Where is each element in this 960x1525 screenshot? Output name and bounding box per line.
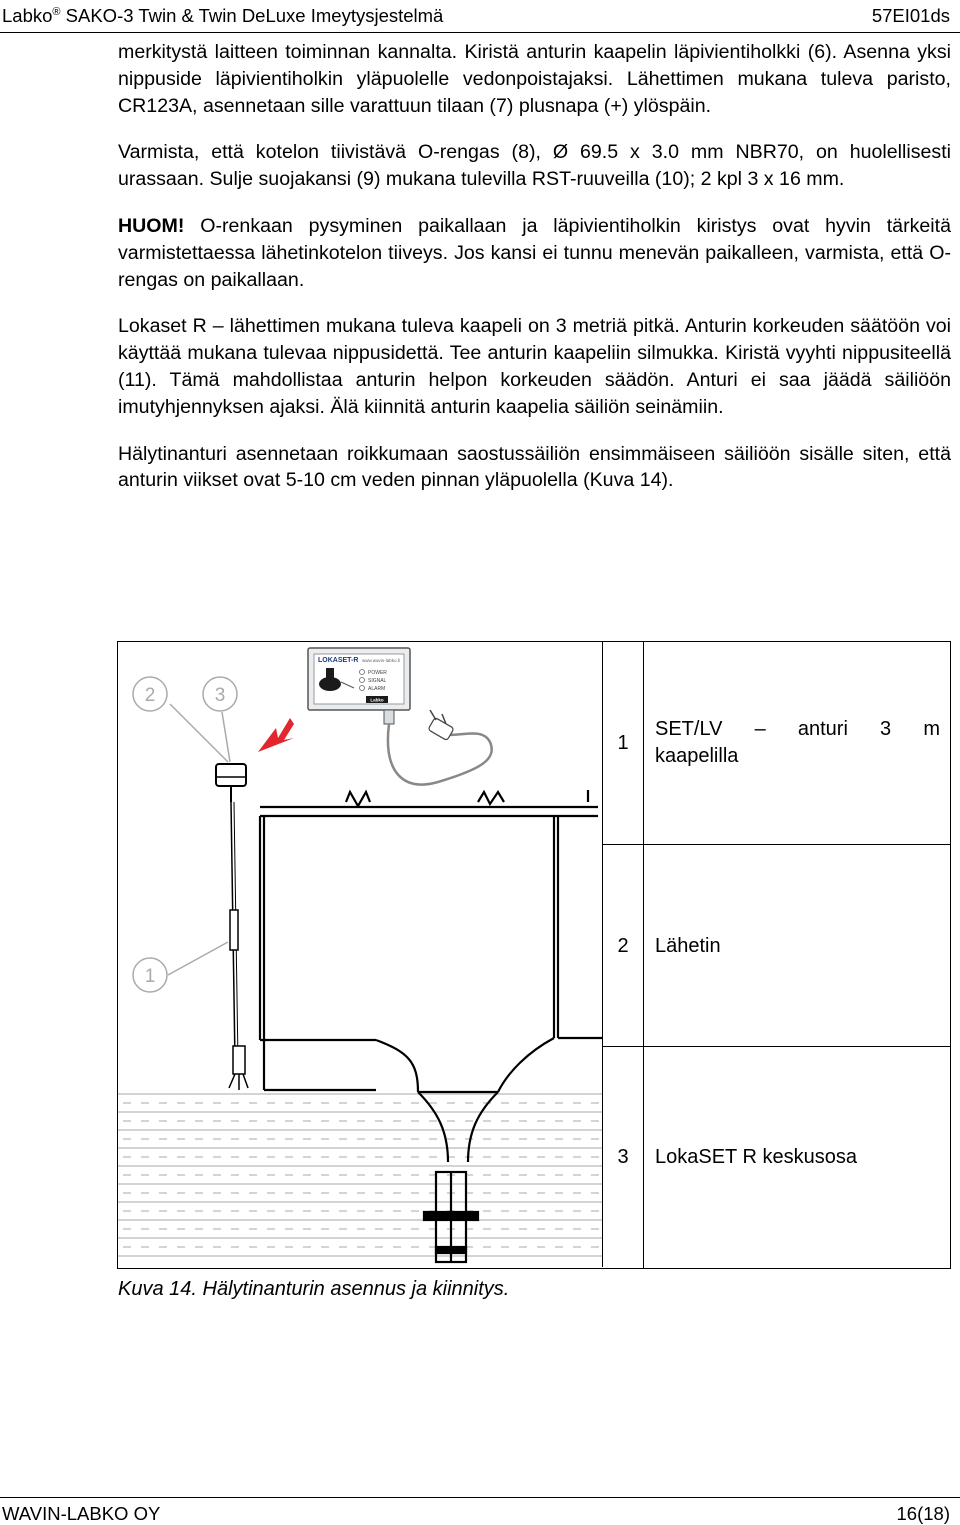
legend-table [602, 642, 950, 1267]
device-logo: Labko [370, 697, 384, 703]
note-text: O-renkaan pysyminen paikallaan ja läpivientiholkin kiristys ovat hyvin tärkeitä varmistettaessa lähetinkotelon tiiveys. Jos kansi ei tunnu menevän paikalleen, varmista, että O-rengas on paikallaan. [118, 214, 951, 291]
page-number: 16(18) [896, 1503, 950, 1524]
led-power-label: POWER [368, 670, 387, 676]
lokaset-r-device [308, 648, 492, 785]
header-title [2, 5, 443, 27]
callout-1-label: 1 [144, 966, 156, 987]
body-text [118, 39, 951, 514]
note-heading: HUOM! [118, 214, 185, 237]
paragraph-cable-gland: merkitystä laitteen toiminnan kannalta. Kiristä anturin kaapelin läpivientiholkki (6). Asenna yksi nippuside läpivientiholkin yläpuolelle vedonpoistajaksi. Lähettimen mukana tuleva paristo, CR123A, asennetaan sille varattuun tilaan (7) plusnapa (+) ylöspäin. [118, 41, 951, 117]
footer-rule [0, 1497, 960, 1498]
legend-text-line1: SET/LV – anturi 3 m [655, 718, 940, 740]
legend-number: 2 [603, 845, 644, 1047]
legend-text-line2: kaapelilla [655, 745, 739, 767]
legend-number: 3 [603, 1047, 644, 1268]
page-header [0, 0, 960, 34]
tank-outline [260, 790, 602, 1262]
legend-row [603, 1046, 950, 1268]
paragraph-note [118, 213, 951, 293]
device-web: www.wavin-labko.fi [362, 658, 401, 663]
document-title: SAKO-3 Twin & Twin DeLuxe Imeytysjestelmä [65, 5, 444, 26]
installation-diagram [118, 642, 602, 1267]
legend-row [603, 844, 950, 1047]
legend-text: Lähetin [655, 934, 721, 957]
power-plug-icon [428, 710, 454, 741]
legend-text [655, 642, 940, 844]
legend-number: 1 [603, 642, 644, 844]
callout-2-label: 2 [144, 685, 156, 706]
legend-row [603, 642, 950, 844]
device-name: LOKASET-R [318, 657, 359, 664]
callout-2 [133, 677, 167, 711]
registered-mark: ® [52, 5, 61, 18]
led-alarm-label: ALARM [368, 686, 386, 692]
sensor-assembly [216, 764, 248, 1090]
legend-text: LokaSET R keskusosa [655, 1146, 857, 1168]
paragraph-sensor-install: Hälytinanturi asennetaan roikkumaan saostussäiliön ensimmäiseen säiliöön sisälle siten, että anturin viikset ovat 5-10 cm veden pinnan yläpuolella (Kuva 14). [118, 442, 951, 492]
document-code: 57EI01ds [871, 5, 950, 26]
installation-drawing [118, 642, 602, 1267]
red-arrow-icon [258, 718, 294, 752]
figure-caption: Kuva 14. Hälytinanturin asennus ja kiinnitys. [118, 1278, 510, 1300]
header-rule [0, 32, 960, 33]
callout-3-label: 3 [214, 685, 226, 706]
callout-1 [133, 958, 167, 992]
figure-14 [117, 641, 951, 1269]
paragraph-o-ring: Varmista, että kotelon tiivistävä O-rengas (8), Ø 69.5 x 3.0 mm NBR70, on huolellisesti urassaan. Sulje suojakansi (9) mukana tulevilla RST-ruuveilla (10); 2 kpl 3 x 16 mm. [118, 141, 951, 191]
led-signal-label: SIGNAL [368, 678, 387, 684]
paragraph-cable: Lokaset R – lähettimen mukana tuleva kaapeli on 3 metriä pitkä. Anturin korkeuden säätöön voi käyttää mukana tulevaa nippusidettä. Tee anturin kaapeliin silmukka. Kiristä vyyhti nippusiteellä (11). Tämä mahdollistaa anturin helpon korkeuden säädön. Anturi ei saa jäädä säiliöön imutyhjennyksen ajaksi. Älä kiinnitä anturin kaapelia säiliön seinämiin. [118, 315, 951, 418]
callout-3 [203, 677, 237, 711]
brand-name: Labko [2, 5, 53, 26]
footer-company: WAVIN-LABKO OY [2, 1503, 161, 1524]
